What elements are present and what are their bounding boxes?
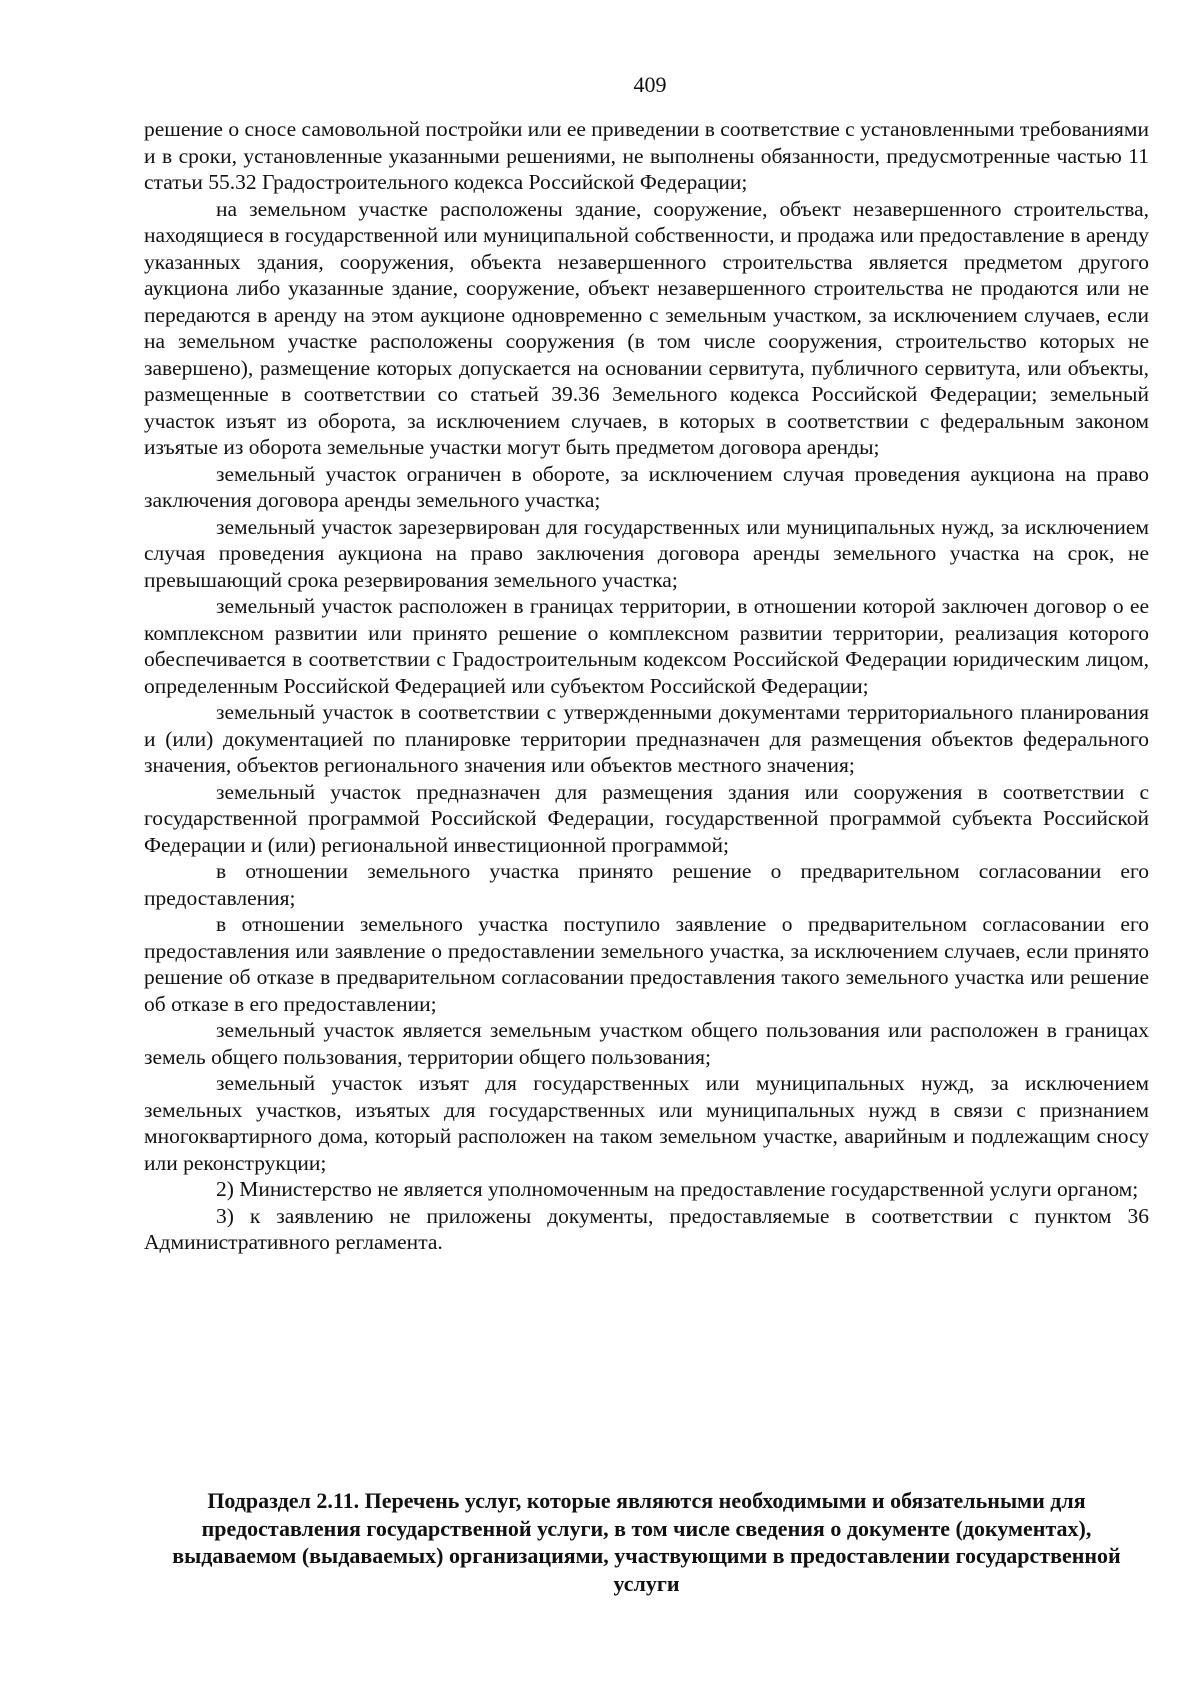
paragraph: решение о сносе самовольной постройки или ее приведении в соответствие с установленными требованиями и в сроки, установленные указанными решениями, не выполнены обязанности, предусмотренные частью 11 статьи 55.32 Градостроительного кодекса Российской Федерации;	[144, 117, 1149, 194]
paragraph: в отношении земельного участка принято решение о предварительном согласовании его предоставления;	[144, 859, 1149, 910]
paragraph: земельный участок зарезервирован для государственных или муниципальных нужд, за исключением случая проведения аукциона на право заключения договора аренды земельного участка на срок, не превышающий срока резервирования земельного участка;	[144, 514, 1149, 592]
document-body	[144, 116, 1149, 1256]
section-heading: Подраздел 2.11. Перечень услуг, которые являются необходимыми и обязательными для предоставления государственной услуги, в том числе сведения о документе (документах), выдаваемом (выдаваемых) организациями, участвующими в предоставлении государственной услуги	[172, 1488, 1121, 1596]
paragraph: 3) к заявлению не приложены документы, предоставляемые в соответствии с пунктом 36 Административного регламента.	[144, 1203, 1149, 1254]
paragraph: земельный участок расположен в границах территории, в отношении которой заключен договор о ее комплексном развитии или принято решение о комплексном развитии территории, реализация которого обеспечивается в соответствии с Градостроительным кодексом Российской Федерации юридическим лицом, определенным Российской Федерацией или субъектом Российской Федерации;	[144, 594, 1149, 698]
page-number: 409	[633, 72, 667, 97]
paragraph: земельный участок в соответствии с утвержденными документами территориального планирования и (или) документацией по планировке территории предназначен для размещения объектов федерального значения, объектов регионального значения или объектов местного значения;	[144, 700, 1149, 777]
paragraph: на земельном участке расположены здание, сооружение, объект незавершенного строительства, находящиеся в государственной или муниципальной собственности, и продажа или предоставление в аренду указанных здания, сооружения, объекта незавершенного строительства является предметом другого аукциона либо указанные здание, сооружение, объект незавершенного строительства не продаются или не передаются в аренду на этом аукционе одновременно с земельным участком, за исключением случаев, если на земельном участке расположены сооружения (в том числе сооружения, строительство которых не завершено), размещение которых допускается на основании сервитута, публичного сервитута, или объекты, размещенные в соответствии со статьей 39.36 Земельного кодекса Российской Федерации; земельный участок изъят из оборота, за исключением случаев, в которых в соответствии с федеральным законом изъятые из оборота земельные участки могут быть предметом договора аренды;	[144, 196, 1149, 459]
paragraph: 2) Министерство не является уполномоченным на предоставление государственной услуги органом;	[216, 1177, 1139, 1201]
paragraph: земельный участок изъят для государственных или муниципальных нужд, за исключением земельных участков, изъятых для государственных или муниципальных нужд в связи с признанием многоквартирного дома, который расположен на таком земельном участке, аварийным и подлежащим сносу или реконструкции;	[144, 1071, 1149, 1175]
paragraph: в отношении земельного участка поступило заявление о предварительном согласовании его предоставления или заявление о предоставлении земельного участка, за исключением случаев, если принято решение об отказе в предварительном согласовании предоставления такого земельного участка или решение об отказе в его предоставлении;	[144, 912, 1149, 1016]
paragraph: земельный участок ограничен в обороте, за исключением случая проведения аукциона на право заключения договора аренды земельного участка;	[144, 461, 1149, 512]
paragraph: земельный участок предназначен для размещения здания или сооружения в соответствии с государственной программой Российской Федерации, государственной программой субъекта Российской Федерации и (или) региональной инвестиционной программой;	[144, 779, 1149, 857]
paragraph: земельный участок является земельным участком общего пользования или расположен в границах земель общего пользования, территории общего пользования;	[144, 1018, 1149, 1069]
